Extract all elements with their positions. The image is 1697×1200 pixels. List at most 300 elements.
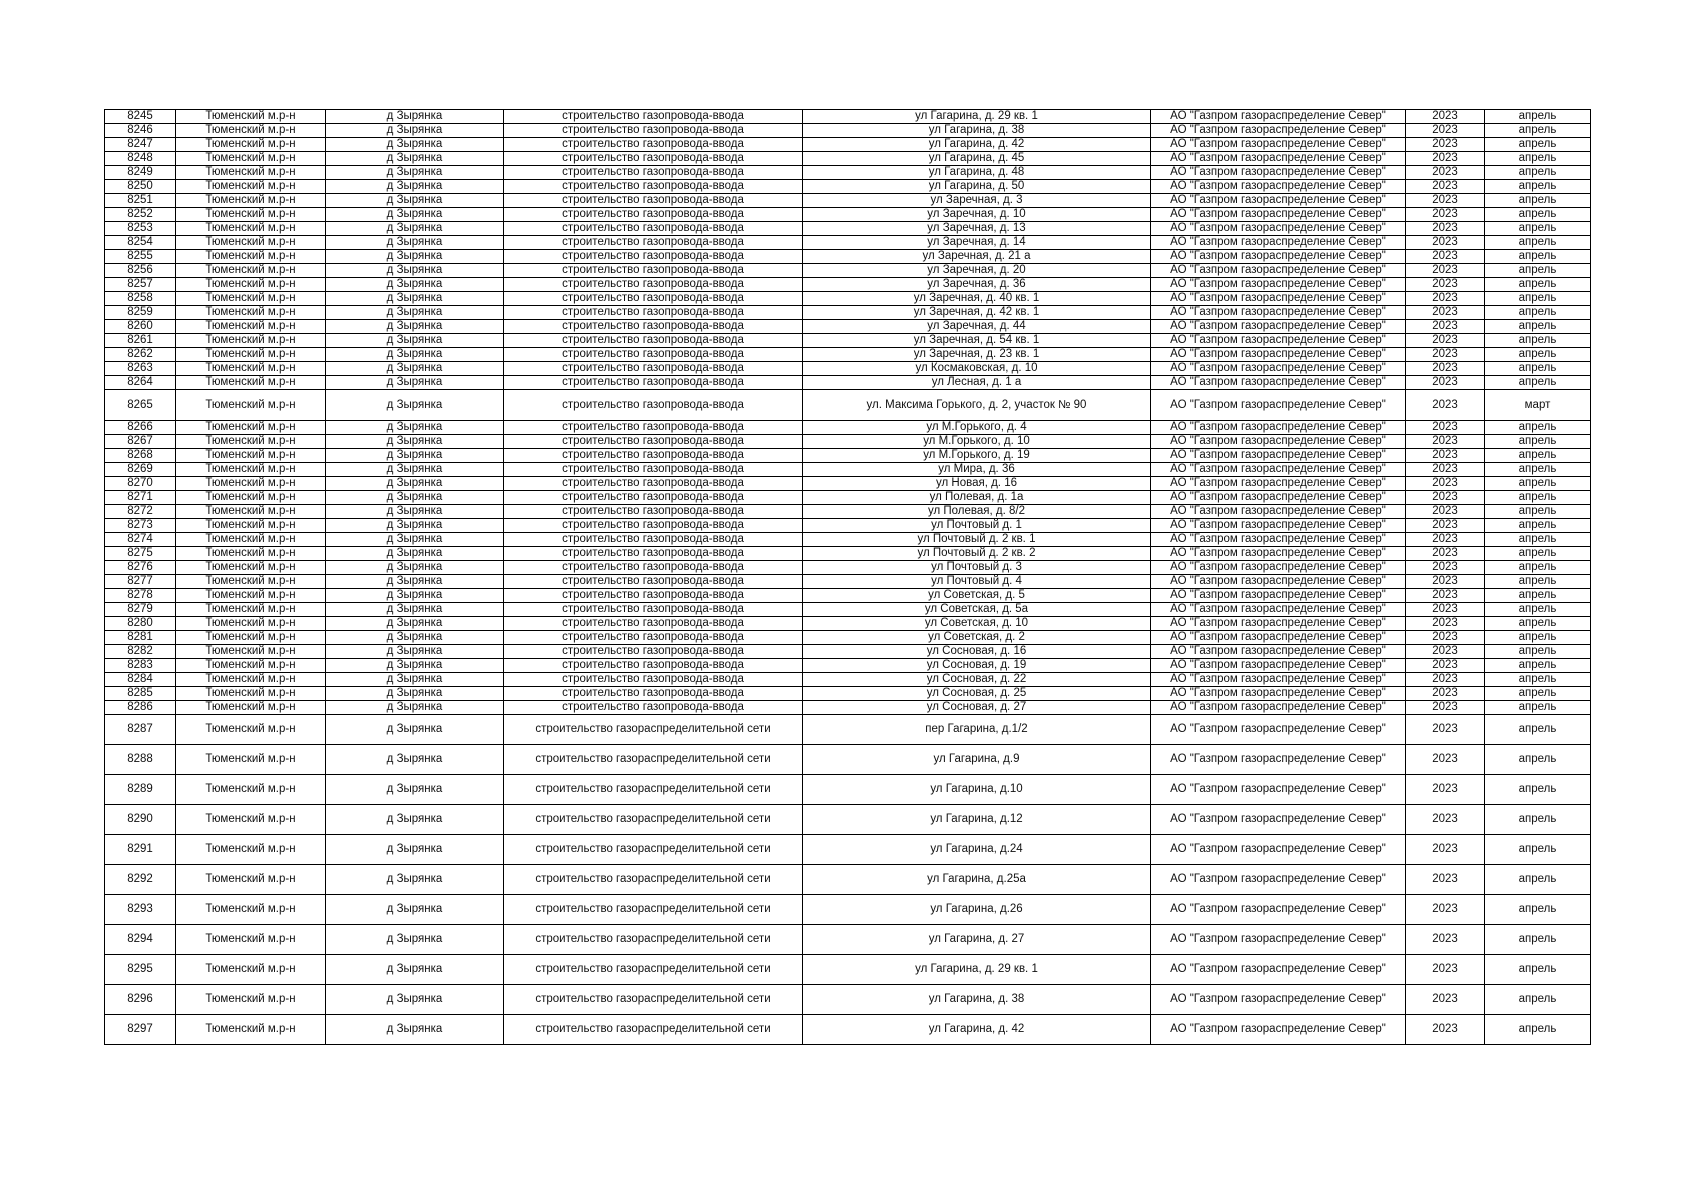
year-cell: 2023 (1406, 745, 1485, 775)
district-cell: Тюменский м.р-н (176, 124, 326, 138)
month-cell: апрель (1485, 463, 1591, 477)
organization-cell: АО "Газпром газораспределение Север" (1151, 775, 1406, 805)
work-type-cell: строительство газопровода-ввода (504, 110, 803, 124)
row-number-cell: 8293 (105, 895, 176, 925)
row-number-cell: 8283 (105, 659, 176, 673)
district-cell: Тюменский м.р-н (176, 533, 326, 547)
address-cell: ул Почтовый д. 4 (803, 575, 1151, 589)
locality-cell: д Зырянка (326, 449, 504, 463)
work-type-cell: строительство газопровода-ввода (504, 292, 803, 306)
month-cell: апрель (1485, 865, 1591, 895)
address-cell: ул Почтовый д. 2 кв. 1 (803, 533, 1151, 547)
locality-cell: д Зырянка (326, 376, 504, 390)
month-cell: апрель (1485, 745, 1591, 775)
district-cell: Тюменский м.р-н (176, 985, 326, 1015)
work-type-cell: строительство газопровода-ввода (504, 194, 803, 208)
district-cell: Тюменский м.р-н (176, 631, 326, 645)
locality-cell: д Зырянка (326, 166, 504, 180)
month-cell: апрель (1485, 533, 1591, 547)
organization-cell: АО "Газпром газораспределение Север" (1151, 138, 1406, 152)
locality-cell: д Зырянка (326, 180, 504, 194)
table-row (105, 631, 1591, 645)
locality-cell: д Зырянка (326, 561, 504, 575)
organization-cell: АО "Газпром газораспределение Север" (1151, 701, 1406, 715)
locality-cell: д Зырянка (326, 955, 504, 985)
district-cell: Тюменский м.р-н (176, 376, 326, 390)
district-cell: Тюменский м.р-н (176, 208, 326, 222)
district-cell: Тюменский м.р-н (176, 194, 326, 208)
table-row (105, 124, 1591, 138)
year-cell: 2023 (1406, 278, 1485, 292)
work-type-cell: строительство газопровода-ввода (504, 236, 803, 250)
table-row (105, 533, 1591, 547)
month-cell: апрель (1485, 194, 1591, 208)
month-cell: апрель (1485, 152, 1591, 166)
district-cell: Тюменский м.р-н (176, 575, 326, 589)
district-cell: Тюменский м.р-н (176, 715, 326, 745)
locality-cell: д Зырянка (326, 533, 504, 547)
work-type-cell: строительство газопровода-ввода (504, 320, 803, 334)
address-cell: ул Заречная, д. 40 кв. 1 (803, 292, 1151, 306)
row-number-cell: 8266 (105, 421, 176, 435)
month-cell: апрель (1485, 673, 1591, 687)
locality-cell: д Зырянка (326, 835, 504, 865)
organization-cell: АО "Газпром газораспределение Север" (1151, 362, 1406, 376)
district-cell: Тюменский м.р-н (176, 561, 326, 575)
table-row (105, 449, 1591, 463)
row-number-cell: 8251 (105, 194, 176, 208)
row-number-cell: 8285 (105, 687, 176, 701)
year-cell: 2023 (1406, 292, 1485, 306)
work-type-cell: строительство газораспределительной сети (504, 745, 803, 775)
row-number-cell: 8246 (105, 124, 176, 138)
year-cell: 2023 (1406, 895, 1485, 925)
table-row (105, 519, 1591, 533)
month-cell: апрель (1485, 180, 1591, 194)
table-row (105, 491, 1591, 505)
address-cell: ул М.Горького, д. 4 (803, 421, 1151, 435)
work-type-cell: строительство газопровода-ввода (504, 673, 803, 687)
work-type-cell: строительство газораспределительной сети (504, 775, 803, 805)
work-type-cell: строительство газопровода-ввода (504, 701, 803, 715)
year-cell: 2023 (1406, 659, 1485, 673)
table-row (105, 715, 1591, 745)
organization-cell: АО "Газпром газораспределение Север" (1151, 645, 1406, 659)
table-body (105, 110, 1591, 1045)
district-cell: Тюменский м.р-н (176, 222, 326, 236)
address-cell: ул Гагарина, д. 42 (803, 1015, 1151, 1045)
locality-cell: д Зырянка (326, 463, 504, 477)
locality-cell: д Зырянка (326, 745, 504, 775)
locality-cell: д Зырянка (326, 491, 504, 505)
district-cell: Тюменский м.р-н (176, 180, 326, 194)
address-cell: ул Заречная, д. 10 (803, 208, 1151, 222)
locality-cell: д Зырянка (326, 985, 504, 1015)
table-row (105, 603, 1591, 617)
address-cell: ул Гагарина, д. 29 кв. 1 (803, 955, 1151, 985)
address-cell: ул. Максима Горького, д. 2, участок № 90 (803, 390, 1151, 421)
address-cell: ул Сосновая, д. 16 (803, 645, 1151, 659)
month-cell: апрель (1485, 124, 1591, 138)
year-cell: 2023 (1406, 222, 1485, 236)
organization-cell: АО "Газпром газораспределение Север" (1151, 334, 1406, 348)
work-type-cell: строительство газораспределительной сети (504, 805, 803, 835)
organization-cell: АО "Газпром газораспределение Север" (1151, 491, 1406, 505)
work-type-cell: строительство газопровода-ввода (504, 376, 803, 390)
district-cell: Тюменский м.р-н (176, 835, 326, 865)
locality-cell: д Зырянка (326, 645, 504, 659)
table-row (105, 617, 1591, 631)
organization-cell: АО "Газпром газораспределение Север" (1151, 589, 1406, 603)
organization-cell: АО "Газпром газораспределение Север" (1151, 348, 1406, 362)
district-cell: Тюменский м.р-н (176, 491, 326, 505)
month-cell: апрель (1485, 166, 1591, 180)
locality-cell: д Зырянка (326, 805, 504, 835)
work-type-cell: строительство газопровода-ввода (504, 390, 803, 421)
row-number-cell: 8297 (105, 1015, 176, 1045)
district-cell: Тюменский м.р-н (176, 645, 326, 659)
month-cell: апрель (1485, 306, 1591, 320)
table-row (105, 463, 1591, 477)
work-type-cell: строительство газораспределительной сети (504, 715, 803, 745)
organization-cell: АО "Газпром газораспределение Север" (1151, 603, 1406, 617)
month-cell: апрель (1485, 376, 1591, 390)
locality-cell: д Зырянка (326, 320, 504, 334)
table-row (105, 376, 1591, 390)
year-cell: 2023 (1406, 715, 1485, 745)
organization-cell: АО "Газпром газораспределение Север" (1151, 477, 1406, 491)
locality-cell: д Зырянка (326, 250, 504, 264)
locality-cell: д Зырянка (326, 865, 504, 895)
year-cell: 2023 (1406, 955, 1485, 985)
row-number-cell: 8256 (105, 264, 176, 278)
year-cell: 2023 (1406, 236, 1485, 250)
table-row (105, 745, 1591, 775)
month-cell: апрель (1485, 547, 1591, 561)
locality-cell: д Зырянка (326, 659, 504, 673)
table-row (105, 166, 1591, 180)
table-row (105, 687, 1591, 701)
table-row (105, 645, 1591, 659)
table-row (105, 222, 1591, 236)
month-cell: апрель (1485, 334, 1591, 348)
district-cell: Тюменский м.р-н (176, 659, 326, 673)
month-cell: апрель (1485, 362, 1591, 376)
table-row (105, 865, 1591, 895)
district-cell: Тюменский м.р-н (176, 449, 326, 463)
locality-cell: д Зырянка (326, 895, 504, 925)
work-type-cell: строительство газораспределительной сети (504, 985, 803, 1015)
organization-cell: АО "Газпром газораспределение Север" (1151, 320, 1406, 334)
address-cell: ул Заречная, д. 36 (803, 278, 1151, 292)
organization-cell: АО "Газпром газораспределение Север" (1151, 236, 1406, 250)
district-cell: Тюменский м.р-н (176, 603, 326, 617)
month-cell: апрель (1485, 895, 1591, 925)
locality-cell: д Зырянка (326, 547, 504, 561)
address-cell: ул Советская, д. 10 (803, 617, 1151, 631)
address-cell: ул Гагарина, д. 50 (803, 180, 1151, 194)
address-cell: ул Заречная, д. 44 (803, 320, 1151, 334)
address-cell: ул Гагарина, д.26 (803, 895, 1151, 925)
row-number-cell: 8269 (105, 463, 176, 477)
month-cell: апрель (1485, 138, 1591, 152)
district-cell: Тюменский м.р-н (176, 505, 326, 519)
table-row (105, 292, 1591, 306)
month-cell: апрель (1485, 236, 1591, 250)
row-number-cell: 8247 (105, 138, 176, 152)
table-row (105, 589, 1591, 603)
organization-cell: АО "Газпром газораспределение Север" (1151, 222, 1406, 236)
table-row (105, 152, 1591, 166)
month-cell: апрель (1485, 701, 1591, 715)
organization-cell: АО "Газпром газораспределение Север" (1151, 264, 1406, 278)
table-row (105, 775, 1591, 805)
organization-cell: АО "Газпром газораспределение Север" (1151, 631, 1406, 645)
organization-cell: АО "Газпром газораспределение Север" (1151, 547, 1406, 561)
year-cell: 2023 (1406, 264, 1485, 278)
organization-cell: АО "Газпром газораспределение Север" (1151, 673, 1406, 687)
organization-cell: АО "Газпром газораспределение Север" (1151, 292, 1406, 306)
organization-cell: АО "Газпром газораспределение Север" (1151, 208, 1406, 222)
locality-cell: д Зырянка (326, 575, 504, 589)
organization-cell: АО "Газпром газораспределение Север" (1151, 124, 1406, 138)
year-cell: 2023 (1406, 985, 1485, 1015)
row-number-cell: 8275 (105, 547, 176, 561)
locality-cell: д Зырянка (326, 264, 504, 278)
row-number-cell: 8259 (105, 306, 176, 320)
month-cell: апрель (1485, 208, 1591, 222)
year-cell: 2023 (1406, 775, 1485, 805)
address-cell: ул Сосновая, д. 22 (803, 673, 1151, 687)
address-cell: ул Почтовый д. 2 кв. 2 (803, 547, 1151, 561)
year-cell: 2023 (1406, 617, 1485, 631)
address-cell: ул Новая, д. 16 (803, 477, 1151, 491)
month-cell: апрель (1485, 519, 1591, 533)
row-number-cell: 8250 (105, 180, 176, 194)
organization-cell: АО "Газпром газораспределение Север" (1151, 925, 1406, 955)
month-cell: апрель (1485, 1015, 1591, 1045)
work-type-cell: строительство газораспределительной сети (504, 835, 803, 865)
locality-cell: д Зырянка (326, 603, 504, 617)
work-type-cell: строительство газопровода-ввода (504, 533, 803, 547)
organization-cell: АО "Газпром газораспределение Север" (1151, 421, 1406, 435)
work-type-cell: строительство газопровода-ввода (504, 589, 803, 603)
work-type-cell: строительство газопровода-ввода (504, 334, 803, 348)
month-cell: апрель (1485, 505, 1591, 519)
district-cell: Тюменский м.р-н (176, 895, 326, 925)
table-row (105, 390, 1591, 421)
row-number-cell: 8262 (105, 348, 176, 362)
month-cell: апрель (1485, 589, 1591, 603)
organization-cell: АО "Газпром газораспределение Север" (1151, 561, 1406, 575)
month-cell: апрель (1485, 645, 1591, 659)
row-number-cell: 8265 (105, 390, 176, 421)
address-cell: ул Советская, д. 5 (803, 589, 1151, 603)
row-number-cell: 8273 (105, 519, 176, 533)
district-cell: Тюменский м.р-н (176, 865, 326, 895)
address-cell: ул Космаковская, д. 10 (803, 362, 1151, 376)
work-type-cell: строительство газопровода-ввода (504, 152, 803, 166)
row-number-cell: 8267 (105, 435, 176, 449)
month-cell: апрель (1485, 110, 1591, 124)
year-cell: 2023 (1406, 603, 1485, 617)
row-number-cell: 8279 (105, 603, 176, 617)
month-cell: апрель (1485, 250, 1591, 264)
district-cell: Тюменский м.р-н (176, 435, 326, 449)
work-type-cell: строительство газопровода-ввода (504, 180, 803, 194)
work-type-cell: строительство газораспределительной сети (504, 895, 803, 925)
year-cell: 2023 (1406, 348, 1485, 362)
year-cell: 2023 (1406, 477, 1485, 491)
work-type-cell: строительство газопровода-ввода (504, 166, 803, 180)
year-cell: 2023 (1406, 334, 1485, 348)
work-type-cell: строительство газопровода-ввода (504, 124, 803, 138)
work-type-cell: строительство газопровода-ввода (504, 208, 803, 222)
work-type-cell: строительство газопровода-ввода (504, 519, 803, 533)
address-cell: ул Гагарина, д. 38 (803, 985, 1151, 1015)
work-type-cell: строительство газораспределительной сети (504, 955, 803, 985)
row-number-cell: 8264 (105, 376, 176, 390)
address-cell: ул Гагарина, д. 27 (803, 925, 1151, 955)
table-row (105, 334, 1591, 348)
organization-cell: АО "Газпром газораспределение Север" (1151, 110, 1406, 124)
work-type-cell: строительство газопровода-ввода (504, 435, 803, 449)
year-cell: 2023 (1406, 925, 1485, 955)
year-cell: 2023 (1406, 701, 1485, 715)
row-number-cell: 8276 (105, 561, 176, 575)
work-type-cell: строительство газопровода-ввода (504, 222, 803, 236)
address-cell: ул Гагарина, д. 38 (803, 124, 1151, 138)
work-type-cell: строительство газопровода-ввода (504, 659, 803, 673)
month-cell: апрель (1485, 278, 1591, 292)
month-cell: апрель (1485, 561, 1591, 575)
work-type-cell: строительство газопровода-ввода (504, 463, 803, 477)
district-cell: Тюменский м.р-н (176, 925, 326, 955)
work-type-cell: строительство газопровода-ввода (504, 603, 803, 617)
table-row (105, 477, 1591, 491)
year-cell: 2023 (1406, 449, 1485, 463)
address-cell: ул Гагарина, д. 48 (803, 166, 1151, 180)
table-row (105, 575, 1591, 589)
organization-cell: АО "Газпром газораспределение Север" (1151, 166, 1406, 180)
work-type-cell: строительство газопровода-ввода (504, 264, 803, 278)
address-cell: ул Гагарина, д.25а (803, 865, 1151, 895)
locality-cell: д Зырянка (326, 505, 504, 519)
district-cell: Тюменский м.р-н (176, 320, 326, 334)
year-cell: 2023 (1406, 1015, 1485, 1045)
work-type-cell: строительство газопровода-ввода (504, 491, 803, 505)
month-cell: апрель (1485, 477, 1591, 491)
organization-cell: АО "Газпром газораспределение Север" (1151, 376, 1406, 390)
month-cell: апрель (1485, 715, 1591, 745)
district-cell: Тюменский м.р-н (176, 166, 326, 180)
year-cell: 2023 (1406, 362, 1485, 376)
table-row (105, 435, 1591, 449)
work-type-cell: строительство газопровода-ввода (504, 449, 803, 463)
year-cell: 2023 (1406, 390, 1485, 421)
row-number-cell: 8277 (105, 575, 176, 589)
address-cell: ул Гагарина, д.24 (803, 835, 1151, 865)
work-type-cell: строительство газопровода-ввода (504, 138, 803, 152)
organization-cell: АО "Газпром газораспределение Север" (1151, 659, 1406, 673)
work-type-cell: строительство газопровода-ввода (504, 617, 803, 631)
row-number-cell: 8282 (105, 645, 176, 659)
locality-cell: д Зырянка (326, 673, 504, 687)
work-type-cell: строительство газопровода-ввода (504, 348, 803, 362)
gasification-table (104, 109, 1591, 1045)
table-row (105, 306, 1591, 320)
address-cell: ул Заречная, д. 14 (803, 236, 1151, 250)
table-row (105, 1015, 1591, 1045)
table-row (105, 985, 1591, 1015)
address-cell: ул Заречная, д. 23 кв. 1 (803, 348, 1151, 362)
table-row (105, 194, 1591, 208)
row-number-cell: 8288 (105, 745, 176, 775)
locality-cell: д Зырянка (326, 222, 504, 236)
organization-cell: АО "Газпром газораспределение Север" (1151, 194, 1406, 208)
work-type-cell: строительство газопровода-ввода (504, 505, 803, 519)
table-row (105, 278, 1591, 292)
organization-cell: АО "Газпром газораспределение Север" (1151, 505, 1406, 519)
row-number-cell: 8272 (105, 505, 176, 519)
table-row (105, 701, 1591, 715)
table-row (105, 547, 1591, 561)
year-cell: 2023 (1406, 194, 1485, 208)
district-cell: Тюменский м.р-н (176, 348, 326, 362)
organization-cell: АО "Газпром газораспределение Север" (1151, 180, 1406, 194)
row-number-cell: 8281 (105, 631, 176, 645)
table-row (105, 320, 1591, 334)
year-cell: 2023 (1406, 589, 1485, 603)
district-cell: Тюменский м.р-н (176, 421, 326, 435)
month-cell: апрель (1485, 491, 1591, 505)
year-cell: 2023 (1406, 421, 1485, 435)
table-row (105, 138, 1591, 152)
month-cell: апрель (1485, 292, 1591, 306)
organization-cell: АО "Газпром газораспределение Север" (1151, 617, 1406, 631)
table-row (105, 505, 1591, 519)
organization-cell: АО "Газпром газораспределение Север" (1151, 533, 1406, 547)
table-row (105, 805, 1591, 835)
organization-cell: АО "Газпром газораспределение Север" (1151, 250, 1406, 264)
address-cell: ул М.Горького, д. 19 (803, 449, 1151, 463)
month-cell: апрель (1485, 264, 1591, 278)
table-row (105, 250, 1591, 264)
month-cell: апрель (1485, 687, 1591, 701)
locality-cell: д Зырянка (326, 236, 504, 250)
district-cell: Тюменский м.р-н (176, 673, 326, 687)
address-cell: пер Гагарина, д.1/2 (803, 715, 1151, 745)
row-number-cell: 8274 (105, 533, 176, 547)
month-cell: апрель (1485, 449, 1591, 463)
row-number-cell: 8261 (105, 334, 176, 348)
year-cell: 2023 (1406, 575, 1485, 589)
row-number-cell: 8248 (105, 152, 176, 166)
address-cell: ул Сосновая, д. 25 (803, 687, 1151, 701)
table-row (105, 955, 1591, 985)
year-cell: 2023 (1406, 561, 1485, 575)
year-cell: 2023 (1406, 547, 1485, 561)
organization-cell: АО "Газпром газораспределение Север" (1151, 278, 1406, 292)
locality-cell: д Зырянка (326, 435, 504, 449)
district-cell: Тюменский м.р-н (176, 463, 326, 477)
organization-cell: АО "Газпром газораспределение Север" (1151, 306, 1406, 320)
address-cell: ул Заречная, д. 3 (803, 194, 1151, 208)
district-cell: Тюменский м.р-н (176, 138, 326, 152)
address-cell: ул Почтовый д. 1 (803, 519, 1151, 533)
locality-cell: д Зырянка (326, 925, 504, 955)
table-row (105, 561, 1591, 575)
